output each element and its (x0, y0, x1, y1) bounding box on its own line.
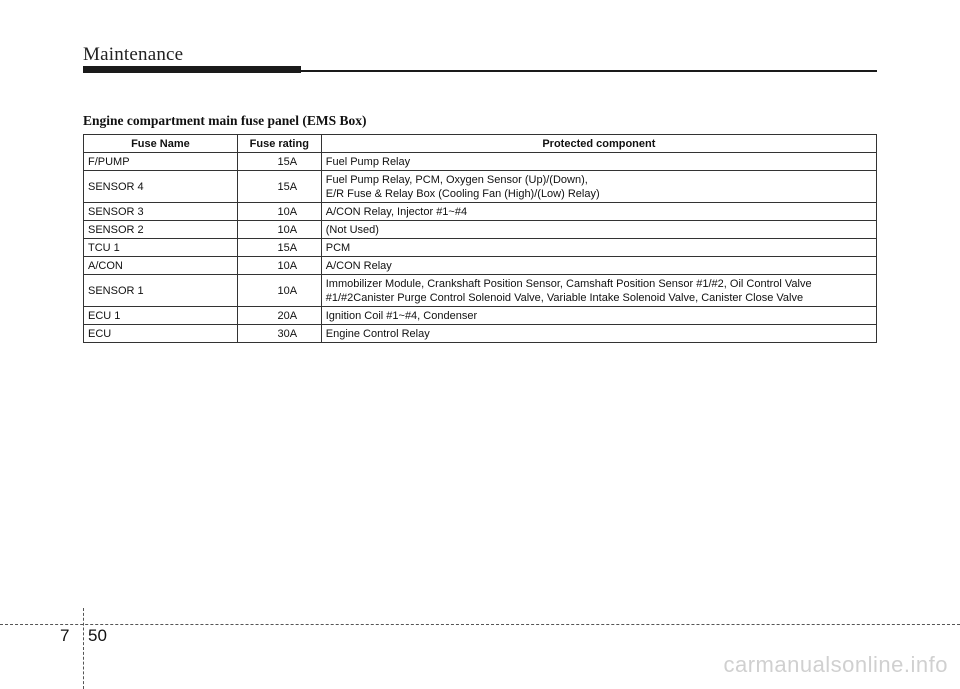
table-row (84, 221, 877, 239)
component-line: Fuel Pump Relay, PCM, Oxygen Sensor (Up)/(Down), (325, 173, 588, 186)
header-rule-thin (301, 70, 877, 72)
table-row (84, 325, 877, 343)
fuse-name-cell: SENSOR 1 (84, 275, 238, 307)
component-line: PCM (325, 241, 351, 254)
header-rule-thick (83, 66, 301, 73)
chapter-number: 7 (60, 626, 70, 645)
fuse-rating-cell: 10A (237, 203, 321, 221)
protected-component-cell (321, 239, 876, 257)
fuse-name-cell: SENSOR 3 (84, 203, 238, 221)
component-line: A/CON Relay, Injector #1~#4 (325, 205, 468, 218)
protected-component-cell (321, 325, 876, 343)
fuse-table (83, 134, 877, 343)
fuse-rating-cell: 10A (237, 257, 321, 275)
fuse-rating-cell: 10A (237, 275, 321, 307)
page-header-title: Maintenance (83, 44, 184, 65)
fuse-rating-cell: 30A (237, 325, 321, 343)
table-row (84, 171, 877, 203)
protected-component-cell (321, 257, 876, 275)
protected-component-cell (321, 275, 876, 307)
footer-divider (0, 624, 960, 625)
component-line: Immobilizer Module, Crankshaft Position Sensor, Camshaft Position Sensor #1/#2, Oil Control Valve (325, 277, 812, 290)
protected-component-cell (321, 221, 876, 239)
table-row (84, 153, 877, 171)
protected-component-cell (321, 153, 876, 171)
fuse-name-cell: SENSOR 2 (84, 221, 238, 239)
component-line: (Not Used) (325, 223, 379, 236)
column-header-fuse-name: Fuse Name (84, 135, 238, 153)
column-header-protected-component: Protected component (321, 135, 876, 153)
component-line: Fuel Pump Relay (325, 155, 411, 168)
fuse-rating-cell: 20A (237, 307, 321, 325)
component-line: Engine Control Relay (325, 327, 430, 340)
fuse-name-cell: SENSOR 4 (84, 171, 238, 203)
fuse-name-cell: F/PUMP (84, 153, 238, 171)
table-row (84, 257, 877, 275)
protected-component-cell (321, 203, 876, 221)
fuse-name-cell: ECU 1 (84, 307, 238, 325)
fuse-name-cell: TCU 1 (84, 239, 238, 257)
section-title: Engine compartment main fuse panel (EMS Box) (83, 113, 367, 128)
footer-vertical-divider (83, 608, 84, 689)
fuse-rating-cell: 15A (237, 171, 321, 203)
table-row (84, 275, 877, 307)
fuse-rating-cell: 10A (237, 221, 321, 239)
watermark: carmanualsonline.info (723, 652, 948, 677)
page-number: 50 (88, 626, 107, 645)
component-line: A/CON Relay (325, 259, 392, 272)
column-header-fuse-rating: Fuse rating (237, 135, 321, 153)
component-line: Ignition Coil #1~#4, Condenser (325, 309, 478, 322)
fuse-name-cell: A/CON (84, 257, 238, 275)
fuse-rating-cell: 15A (237, 239, 321, 257)
fuse-rating-cell: 15A (237, 153, 321, 171)
table-header-row (84, 135, 877, 153)
fuse-name-cell: ECU (84, 325, 238, 343)
protected-component-cell (321, 171, 876, 203)
table-row (84, 203, 877, 221)
table-row (84, 307, 877, 325)
protected-component-cell (321, 307, 876, 325)
component-line: #1/#2Canister Purge Control Solenoid Valve, Variable Intake Solenoid Valve, Canister Close Valve (325, 291, 804, 304)
table-row (84, 239, 877, 257)
component-line: E/R Fuse & Relay Box (Cooling Fan (High)/(Low) Relay) (325, 187, 600, 200)
